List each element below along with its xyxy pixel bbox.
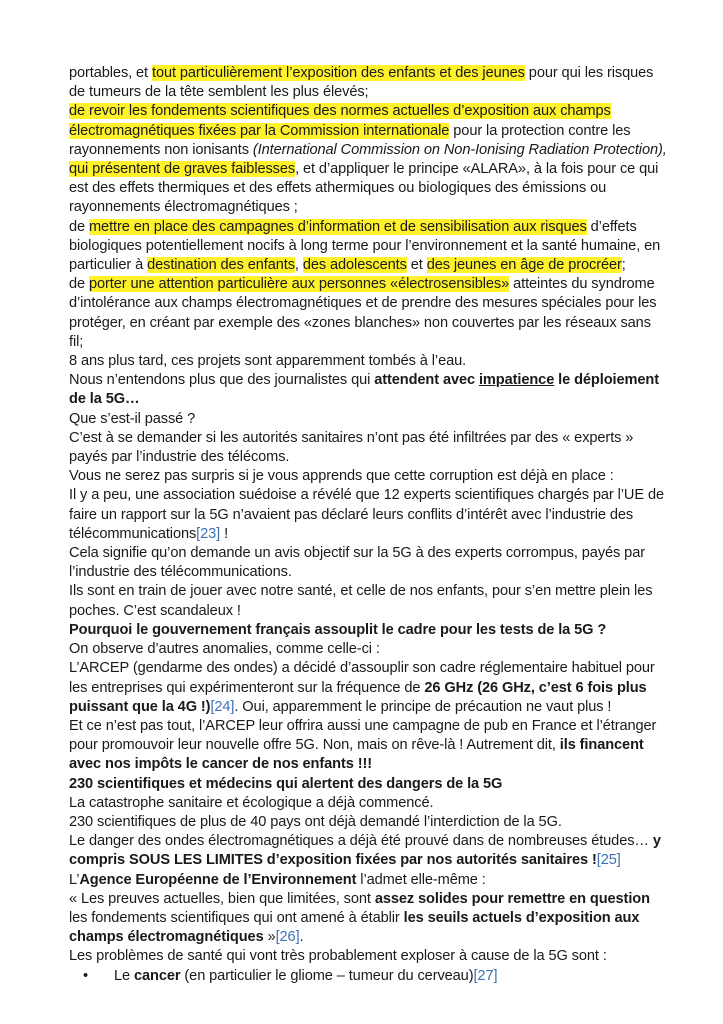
paragraph-children-exposure bbox=[69, 64, 669, 102]
paragraph-health-play: Ils sont en train de jouer avec notre santé, et celle de nos enfants, pour s’en mettre plein les poches. C’est scandaleux ! bbox=[69, 583, 653, 619]
text: l’admet elle-même : bbox=[356, 871, 486, 888]
text: L’ bbox=[69, 871, 80, 888]
reference-link[interactable]: [25] bbox=[596, 852, 621, 869]
highlighted-text: mettre en place des campagnes d’information et de sensibilisation aux risques bbox=[89, 218, 587, 235]
reference-link[interactable]: [26] bbox=[275, 929, 300, 946]
text: Il y a peu, une association suédoise a révélé que 12 experts scientifiques chargés par l’UE de faire un rapport sur la 5G n’avaient pas déclaré leurs conflits d’intérêt avec l’industrie des télécommunications bbox=[69, 487, 664, 542]
text: Et ce n’est pas tout, l’ARCEP leur offrira aussi une campagne de pub en France et l’étranger pour promouvoir leur nouvelle offre 5G. Non, mais on rêve-là ! Autrement dit, bbox=[69, 717, 657, 754]
text: , et d’appliquer le principe «ALARA», à la fois pour ce qui est des effets thermiques et des effets athermiques ou biologiques des émissions ou rayonnements électromagnétiques ; bbox=[69, 161, 659, 216]
paragraph-ban-request: 230 scientifiques de plus de 40 pays ont déjà demandé l’interdiction de la 5G. bbox=[69, 813, 562, 830]
bullet-icon: • bbox=[83, 967, 89, 984]
paragraph-danger-proven bbox=[69, 832, 669, 870]
highlighted-text: de revoir les fondements scientifiques des normes actuelles d’exposition aux champs électromagnétiques fixées par la Commission internationale bbox=[69, 103, 611, 139]
text: « Les preuves actuelles, bien que limitées, sont bbox=[69, 890, 375, 907]
text: ! bbox=[220, 525, 229, 542]
paragraph-eea-quote bbox=[69, 890, 669, 948]
list-item-cancer bbox=[69, 967, 669, 986]
text: de bbox=[69, 276, 89, 293]
text: d’effets biologiques potentiellement nocifs à long terme pour l’environnement et la santé humaine, en particulier à bbox=[69, 218, 661, 274]
paragraph-eea bbox=[69, 871, 669, 890]
text: Nous n’entendons plus que des journalistes qui bbox=[69, 372, 375, 389]
paragraph-journalists bbox=[69, 371, 669, 409]
highlighted-text: porter une attention particulière aux personnes «électrosensibles» bbox=[89, 276, 510, 293]
text: les fondements scientifiques qui ont amené à établir bbox=[69, 909, 404, 926]
paragraph-swedish-association bbox=[69, 486, 669, 544]
text: Le bbox=[114, 967, 134, 984]
paragraph-corruption: Vous ne serez pas surpris si je vous apprends que cette corruption est déjà en place : bbox=[69, 468, 614, 485]
text: Le danger des ondes électromagnétiques a déjà été prouvé dans de nombreuses études… bbox=[69, 833, 653, 850]
bold-text: assez solides pour remettre en question bbox=[374, 890, 650, 907]
text: de bbox=[69, 218, 89, 235]
paragraph-electrosensitive bbox=[69, 275, 669, 352]
paragraph-information-campaigns bbox=[69, 218, 669, 276]
text: ; bbox=[621, 257, 626, 274]
bold-text: 26 GHz (26 GHz, c’est 6 fois plus puissant que la 4G !) bbox=[69, 679, 647, 715]
bold-text: attendent avec bbox=[374, 372, 479, 389]
reference-link[interactable]: [24] bbox=[210, 698, 235, 715]
paragraph-infiltration: C’est à se demander si les autorités sanitaires n’ont pas été infiltrées par des « experts » payés par l’industrie des télécoms. bbox=[69, 429, 634, 466]
paragraph-objective-opinion: Cela signifie qu’on demande un avis objectif sur la 5G à des experts corrompus, payés par l’industrie des télécommunications. bbox=[69, 545, 645, 581]
paragraph-review-standards bbox=[69, 102, 669, 217]
paragraph-8-years-later: 8 ans plus tard, ces projets sont apparemment tombés à l’eau. bbox=[69, 353, 467, 370]
bold-text: ils financent avec nos impôts le cancer de nos enfants !!! bbox=[69, 737, 644, 773]
text: portables, et bbox=[69, 65, 152, 81]
paragraph-ad-campaign bbox=[69, 717, 669, 775]
heading-government-question: Pourquoi le gouvernement français assouplit le cadre pour les tests de la 5G ? bbox=[69, 621, 607, 638]
italic-text: (International Commission on Non-Ionising Radiation Protection), bbox=[252, 141, 667, 158]
bold-text: cancer bbox=[134, 967, 181, 984]
text: (en particulier le gliome – tumeur du cerveau) bbox=[180, 967, 474, 984]
text: L’ARCEP (gendarme des ondes) a décidé d’assouplir son cadre réglementaire habituel pour les entreprises qui expérimenteront sur la fréquence de bbox=[69, 660, 655, 696]
text: pour qui les risques de tumeurs de la tête semblent les plus élevés; bbox=[69, 65, 654, 101]
highlighted-text: destination des enfants bbox=[147, 257, 295, 274]
highlighted-text: tout particulièrement l’exposition des enfants et des jeunes bbox=[151, 65, 525, 81]
highlighted-text: des jeunes en âge de procréer bbox=[426, 257, 622, 274]
paragraph-arcep bbox=[69, 659, 669, 717]
text: pour la protection contre les rayonnements non ionisants bbox=[69, 122, 631, 158]
reference-link[interactable]: [27] bbox=[473, 967, 498, 984]
paragraph-catastrophe: La catastrophe sanitaire et écologique a déjà commencé. bbox=[69, 794, 434, 811]
text: » bbox=[263, 929, 276, 946]
heading-230-scientists: 230 scientifiques et médecins qui alertent des dangers de la 5G bbox=[69, 775, 503, 792]
bold-text: le déploiement de la 5G… bbox=[69, 372, 659, 408]
reference-link[interactable]: [23] bbox=[196, 525, 221, 542]
highlighted-text: qui présentent de graves faiblesses bbox=[69, 161, 296, 178]
document-page bbox=[69, 64, 669, 986]
bold-text: y compris SOUS LES LIMITES d’exposition fixées par nos autorités sanitaires ! bbox=[69, 833, 661, 869]
bold-text: Agence Européenne de l’Environnement bbox=[79, 871, 357, 888]
bold-text: les seuils actuels d’exposition aux champs électromagnétiques bbox=[69, 909, 640, 946]
text: . Oui, apparemment le principe de précaution ne vaut plus ! bbox=[234, 698, 612, 715]
paragraph-health-problems: Les problèmes de santé qui vont très probablement exploser à cause de la 5G sont : bbox=[69, 948, 607, 965]
text: atteintes du syndrome d’intolérance aux champs électromagnétiques et de prendre des mesures spéciales pour les protéger, en créant par exemple des «zones blanches» non couvertes par les réseaux sans fil; bbox=[69, 276, 657, 350]
paragraph-question: Que s’est-il passé ? bbox=[69, 410, 196, 427]
text: et bbox=[406, 257, 427, 274]
text: , bbox=[294, 257, 303, 274]
highlighted-text: des adolescents bbox=[302, 257, 407, 274]
text: . bbox=[299, 929, 304, 946]
underlined-bold-text: impatience bbox=[478, 372, 555, 389]
paragraph-other-anomalies: On observe d’autres anomalies, comme celle-ci : bbox=[69, 641, 380, 658]
